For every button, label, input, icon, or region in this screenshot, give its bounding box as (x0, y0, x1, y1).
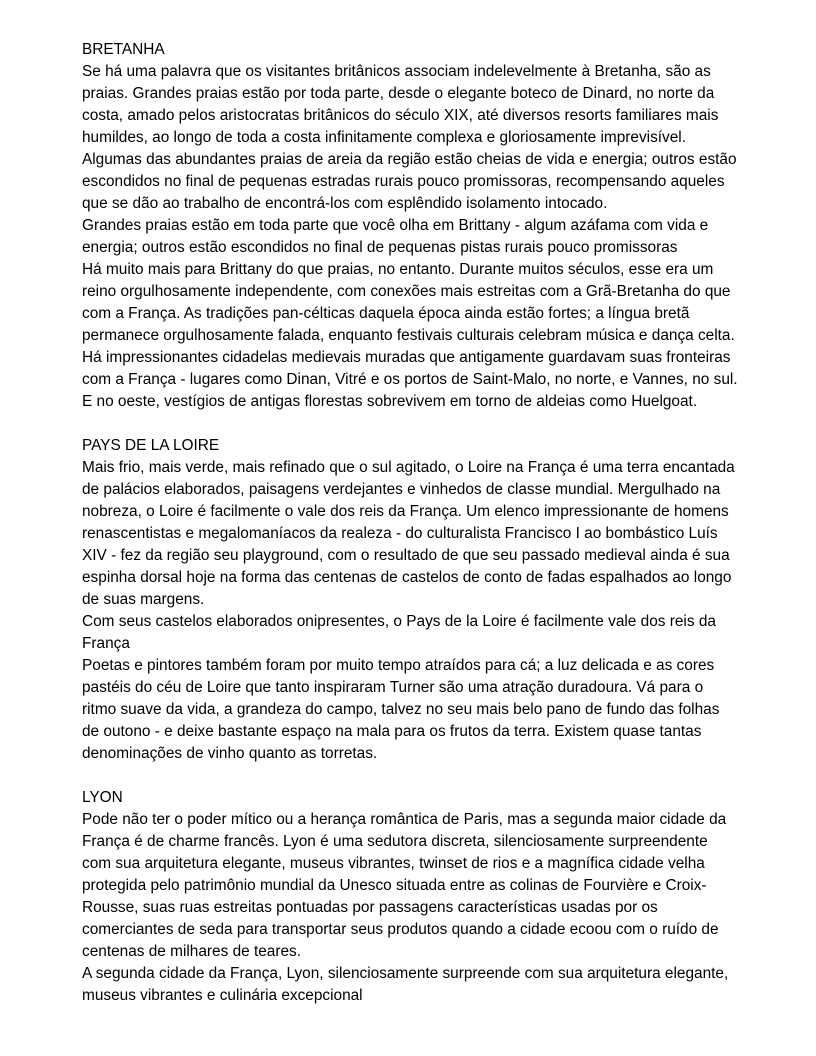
section-title: PAYS DE LA LOIRE (82, 437, 220, 454)
paragraph: Há muito mais para Brittany do que praias, no entanto. Durante muitos séculos, esse era um reino orgulhosamente independente, com conexões mais estreitas com a Grã-Bretanha do que com a França. As tradições pan-célticas daquela época ainda estão fortes; a língua bretã permanece orgulhosamente falada, enquanto festivais culturais celebram música e dança celta. Há impressionantes cidadelas medievais muradas que antigamente guardavam suas fronteiras com a França - lugares como Dinan, Vitré e os portos de Saint-Malo, no norte, e Vannes, no sul. E no oeste, vestígios de antigas florestas sobrevivem em torno de aldeias como Huelgoat. (82, 261, 738, 410)
paragraph: A segunda cidade da França, Lyon, silenciosamente surpreende com sua arquitetura elegante, museus vibrantes e culinária excepcional (82, 965, 729, 1004)
paragraph: Grandes praias estão em toda parte que você olha em Brittany - algum azáfama com vida e energia; outros estão escondidos no final de pequenas pistas rurais pouco promissoras (82, 217, 709, 256)
paragraph: Com seus castelos elaborados onipresentes, o Pays de la Loire é facilmente vale dos reis da França (82, 613, 716, 652)
paragraph: Se há uma palavra que os visitantes britânicos associam indelevelmente à Bretanha, são as praias. Grandes praias estão por toda parte, desde o elegante boteco de Dinard, no norte da costa, amado pelos aristocratas britânicos do século XIX, até diversos resorts familiares mais humildes, ao longo de toda a costa infinitamente complexa e gloriosamente imprevisível. Algumas das abundantes praias de areia da região estão cheias de vida e energia; outros estão escondidos no final de pequenas estradas rurais pouco promissoras, recompensando aqueles que se dão ao trabalho de encontrá-los com esplêndido isolamento intocado. (82, 63, 737, 212)
section-title: LYON (82, 789, 123, 806)
section-lyon (82, 787, 738, 1007)
paragraph: Mais frio, mais verde, mais refinado que o sul agitado, o Loire na França é uma terra encantada de palácios elaborados, paisagens verdejantes e vinhedos de classe mundial. Mergulhado na nobreza, o Loire é facilmente o vale dos reis da França. Um elenco impressionante de homens renascentistas e megalomaníacos da realeza - do culturalista Francisco I ao bombástico Luís XIV - fez da região seu playground, com o resultado de que seu passado medieval ainda é sua espinha dorsal hoje na forma das centenas de castelos de conto de fadas espalhados ao longo de suas margens. (82, 459, 735, 608)
section-pays-de-la-loire (82, 435, 738, 765)
document-body (82, 39, 738, 1029)
section-title: BRETANHA (82, 41, 165, 58)
section-bretanha (82, 39, 738, 413)
paragraph: Poetas e pintores também foram por muito tempo atraídos para cá; a luz delicada e as cores pastéis do céu de Loire que tanto inspiraram Turner são uma atração duradoura. Vá para o ritmo suave da vida, a grandeza do campo, talvez no seu mais belo pano de fundo das folhas de outono - e deixe bastante espaço na mala para os frutos da terra. Existem quase tantas denominações de vinho quanto as torretas. (82, 657, 720, 762)
paragraph: Pode não ter o poder mítico ou a herança romântica de Paris, mas a segunda maior cidade da França é de charme francês. Lyon é uma sedutora discreta, silenciosamente surpreendente com sua arquitetura elegante, museus vibrantes, twinset de rios e a magnífica cidade velha protegida pelo patrimônio mundial da Unesco situada entre as colinas de Fourvière e Croix-Rousse, suas ruas estreitas pontuadas por passagens características usadas por os comerciantes de seda para transportar seus produtos quando a cidade ecoou com o ruído de centenas de milhares de teares. (82, 811, 727, 960)
